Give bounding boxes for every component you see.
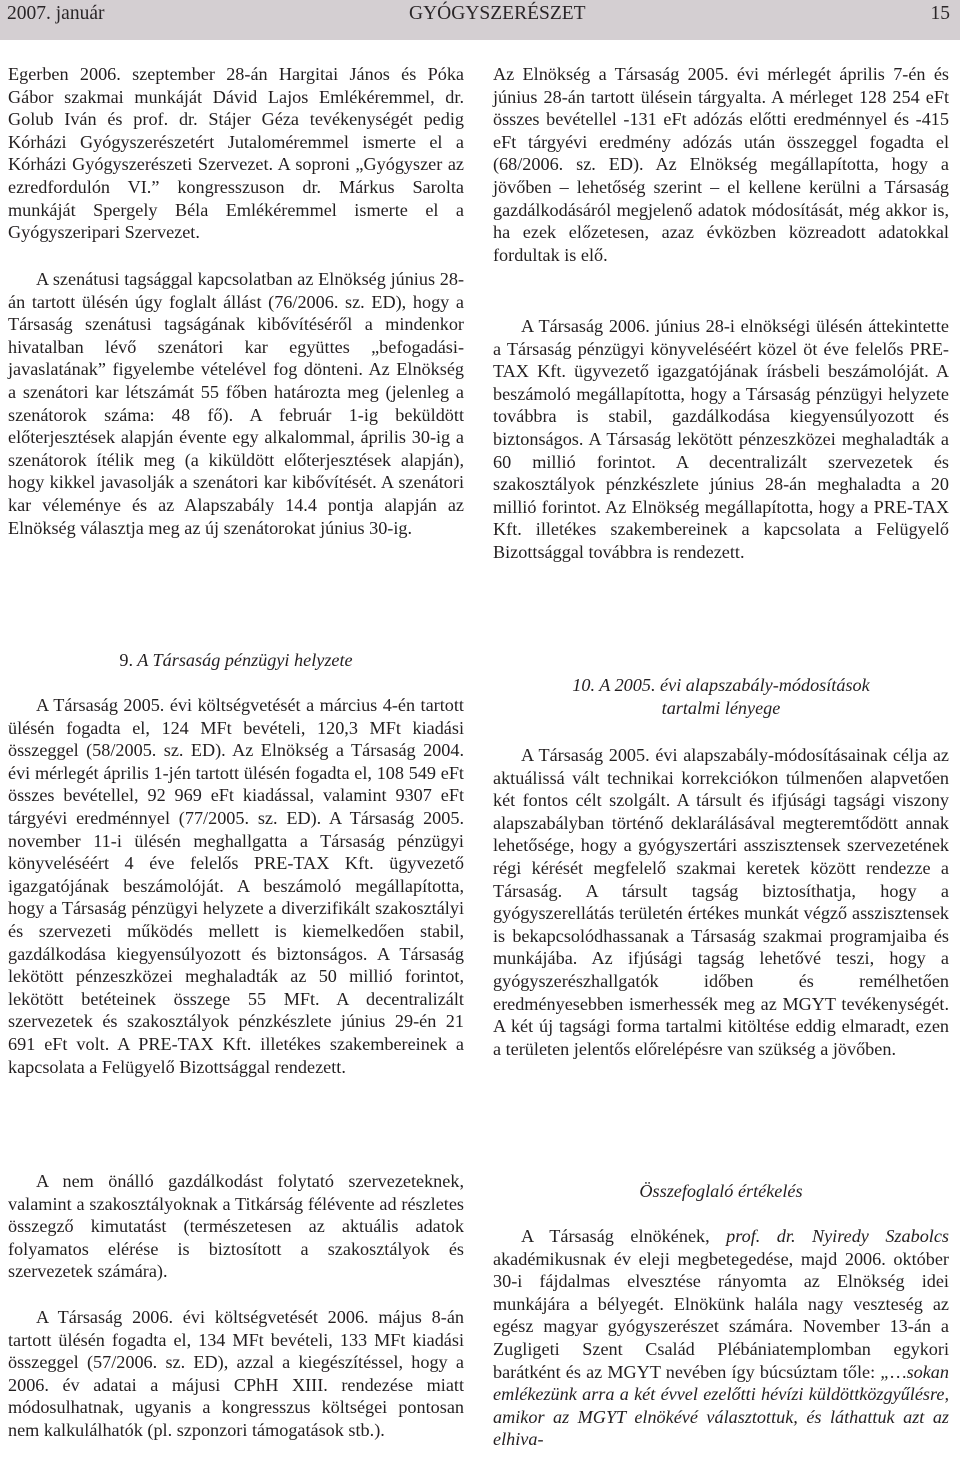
section-9-title: A Társaság pénzügyi helyzete <box>137 650 353 670</box>
summary-lead: A Társaság elnökének, <box>521 1226 727 1246</box>
section-10-number: 10. A 2005. <box>572 675 656 695</box>
summary-paragraph <box>493 1225 949 1451</box>
left-paragraph-2: A szenátusi tagsággal kapcsolatban az Elnökség június 28-án tartott ülésén úgy foglalt állást (76/2006. sz. ED), hogy a Társaság szenátusi tagságának kibővítéséről a mindenkor hivatalban lévő szenátori kar együttes „befogadási-javaslatának” figyelembe vételével fog dönteni. Az Elnökség a szenátori kar létszámát 55 főben határozta meg (jelenleg a szenátorok száma: 48 fő). A február 1-ig beküldött előterjesztések alapján évente egy alkalommal, április 30-ig a szenátorok ítélik meg (a kiküldött előterjesztések alapján), hogy kikkel javasolják a szenátori kar kibővítését. A szenátori kar véleménye és az Alapszabály 14.4 pontja alapján az Elnökség választja meg az új szenátorokat június 30-ig. <box>8 269 464 538</box>
summary-body: akadémikusnak év eleji megbetegedése, majd 2006. október 30-i fájdalmas elvesztése rányomta az Elnökség idei munkájára a bélyegét. Elnökünk halála nagy veszteség az egész magyar gyógyszerészet számára. November 13-án a Zugligeti Szent Család Plébániatemplomban egykori barátként és az MGYT nevében így búcsúztam tőle: <box>493 1248 949 1382</box>
summary-quote: „…sokan emlékezünk arra a két évvel ezelőtti hévízi küldöttközgyűlésre, amikor az MGYT elnökévé választottuk, és láthattuk azt az elhiva- <box>493 1361 949 1450</box>
section-9-paragraph-3: A Társaság 2006. évi költségvetését 2006. május 8-án tartott ülésén fogadta el, 134 MFt bevételi, 133 MFt kiadási összeggel (57/2006. sz. ED), azzal a kiegészítéssel, hogy a 2006. év adatai a májusi CPhH XIII. rendezése miatt módosulhatnak, ugyanis a kongresszus költségei pontosan nem kalkulálhatók (pl. szponzori támogatások stb.). <box>8 1307 464 1440</box>
page-number: 15 <box>930 3 950 24</box>
summary-heading: Összefoglaló értékelés <box>639 1181 803 1201</box>
section-9-paragraph-2: A nem önálló gazdálkodást folytató szervezeteknek, valamint a szakosztályoknak a Titkárság félévente ad részletes összegző kimutatást (természetesen az aktuális adatok folyamatos elérése is biztosított a szakosztályok és szervezetek számára). <box>8 1171 464 1282</box>
header-date: 2007. január <box>7 3 105 24</box>
left-paragraph-1: Egerben 2006. szeptember 28-án Hargitai János és Póka Gábor szakmai munkáját Dávid Lajos Emlékéremmel, dr. Golub Iván és prof. dr. Stájer Géza tevékenységét pedig Kórházi Gyógyszerészetért Jutaloméremmel ismerte el a Kórházi Gyógyszerészeti Szervezet. A soproni „Gyógyszer az ezredfordulón VI.” kongresszuson dr. Márkus Sarolta munkáját Spergely Béla Emlékéremmel ismerte el a Gyógyszeripari Szervezet. <box>8 64 464 243</box>
section-9-number: 9. <box>119 650 134 670</box>
section-10-title-line-2: tartalmi lényege <box>661 697 781 718</box>
president-name: prof. dr. Nyiredy Szabolcs <box>726 1226 949 1246</box>
page-header <box>0 0 960 40</box>
right-paragraph-1: Az Elnökség a Társaság 2005. évi mérlegét április 7-én és június 28-án tartott ülésein tárgyalta. A mérleget 128 254 eFt összes bevétellel -131 eFt adózás előtti eredménnyel és -415 eFt tárgyévi eredmény adózás után összeggel fogadta el (68/2006. sz. ED). Az Elnökség megállapította, hogy a jövőben – lehetőség szerint – el kellene kerülni a Társaság gazdálkodásáról megjelenő adatok módosítását, még akkor is, ha ezek előzetesen, azaz évközben közreadott adatokkal fordultak is elő. <box>493 64 949 265</box>
section-10-title-line-1: évi alapszabály-módosítások <box>660 675 870 695</box>
section-9-paragraph-1: A Társaság 2005. évi költségvetését a március 4-én tartott ülésén fogadta el, 124 MFt bevételi, 120,3 MFt kiadási összeggel (58/2005. sz. ED). Az Elnökség a Társaság 2004. évi mérlegét április 1-jén tartott ülésén fogadta el, 108 549 eFt összes bevétellel, 92 969 eFt kiadással, valamint 9307 eFt tárgyévi eredménnyel (77/2005. sz. ED). A Társaság 2005. november 11-i ülésén meghallgatta a Társaság pénzügyi könyveléséért 4 éve felelős PRE-TAX Kft. ügyvezető igazgatójának beszámolóját. A beszámoló megállapította, hogy a Társaság pénzügyi helyzete a diverzifikált szakosztályi és szervezeti működés mellett is kiemelkedően stabil, gazdálkodása kiegyensúlyozott és biztonságos. A Társaság lekötött pénzeszközei meghaladták az 50 millió forintot, lekötött betéteinek összege 55 MFt. A decentralizált szervezetek és szakosztályok pénzkészlete június 29-én 21 691 eFt volt. A PRE-TAX Kft. illetékes szakembereinek a kapcsolata a Felügyelő Bizottsággal rendezett. <box>8 695 464 1077</box>
right-paragraph-2: A Társaság 2006. június 28-i elnökségi ülésén áttekintette a Társaság pénzügyi könyveléséért közel öt éve felelős PRE-TAX Kft. ügyvezető igazgatójának írásbeli beszámolóját. A beszámoló megállapította, hogy a Társaság pénzügyi helyzete továbbra is stabil, gazdálkodása kiegyensúlyozott és biztonságos. A Társaság lekötött pénzeszközei meghaladták a 60 millió forintot. A decentralizált szervezetek és szakosztályok pénzkészlete június 28-án meghaladta a 20 millió forintot. Az Elnökség megállapította, hogy a PRE-TAX Kft. illetékes szakembereinek a kapcsolata a Felügyelő Bizottsággal továbbra is rendezett. <box>493 316 949 562</box>
section-10-heading <box>493 674 949 719</box>
section-9-heading <box>8 649 464 672</box>
header-journal: GYÓGYSZERÉSZET <box>409 3 586 24</box>
section-10-paragraph-1: A Társaság 2005. évi alapszabály-módosításainak célja az aktuálissá vált technikai korrekciókon túlmenően alapvetően két fontos célt szolgált. A társult és ifjúsági tagsági viszony alapszabályban történő deklarálásával megteremtődött annak lehetősége, hogy a gyógyszertári asszisztensek szervezetének régi kérését megfelelő szakmai keretek között rendezze a Társaság. A társult tagság biztosíthatja, hogy a gyógyszerellátás területén értékes munkát végző asszisztensek is bekapcsolódhassanak a Társaság szakmai programjaiba és munkájába. Az ifjúsági tagság lehetővé teszi, hogy a gyógyszerészhallgatók időben és remélhetően eredményesebben ismerhessék meg az MGYT tevékenységét. A két új tagsági forma tartalmi kitöltése eddig elmaradt, ezen a területen jelentős előrelépésre van szükség a jövőben. <box>493 745 949 1059</box>
